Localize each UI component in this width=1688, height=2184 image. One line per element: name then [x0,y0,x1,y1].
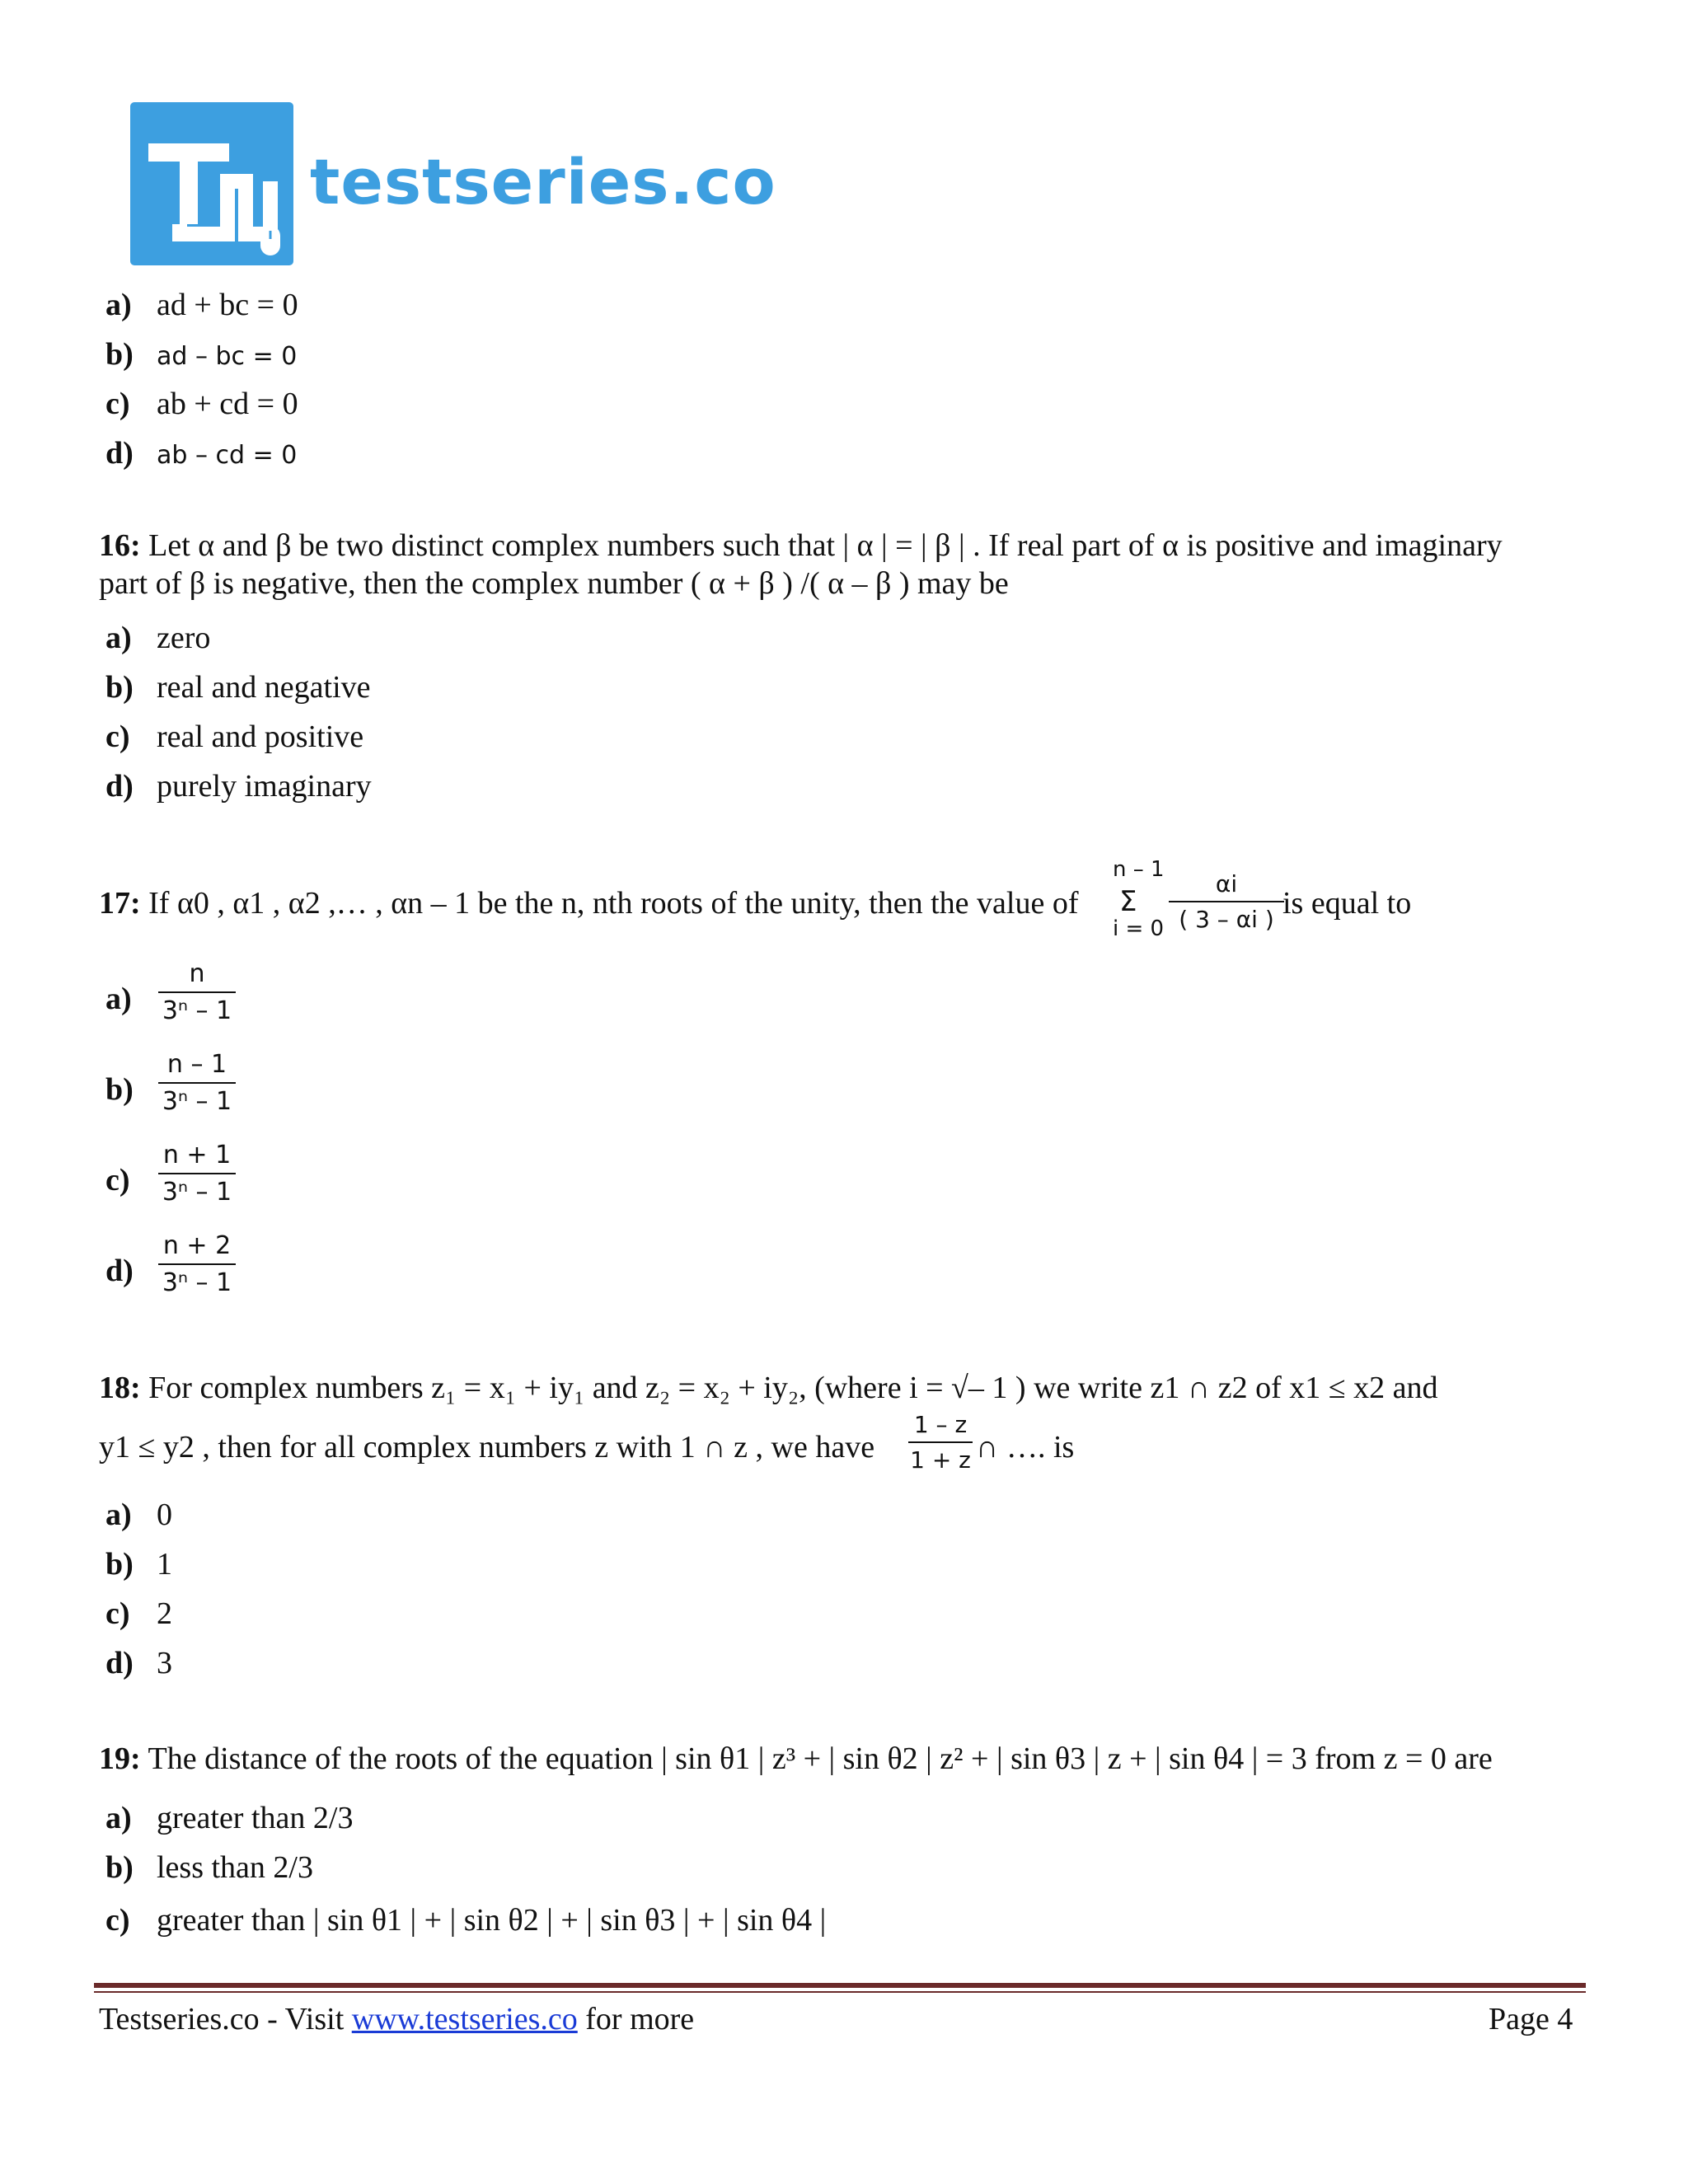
q16-line2: part of β is negative, then the complex number ( α + β ) /( α – β ) may be [99,566,1009,601]
q16-line1: 16: Let α and β be two distinct complex numbers such that | α | = | β | . If real part of α is positive and imaginary [99,528,1503,563]
q19-option-a: a) greater than 2/3 [106,1801,354,1835]
q17-summation: n – 1 Σ i = 0 $\frac{\alpha i}{( 3 - \alpha i )}$ [1113,857,1294,940]
q18-option-d: d) 3 [106,1646,172,1680]
q19-option-b: b) less than 2/3 [106,1850,313,1885]
q15-option-b: b) ad – bc = 0 [106,337,298,372]
q17-option-a-label: a) [106,982,132,1016]
footer-link[interactable]: www.testseries.co [351,2002,578,2036]
q19-line1: 19: The distance of the roots of the equation | sin θ1 | z³ + | sin θ2 | z² + | sin θ3 | z + | sin θ4 | = 3 from z = 0 are [99,1741,1493,1776]
q18-option-a: a) 0 [106,1497,172,1532]
page-number: Page 4 [1489,2002,1573,2036]
q18-option-c: c) 2 [106,1596,172,1631]
q17-option-c-label: c) [106,1163,130,1197]
q18-line1: 18: For complex numbers z₁ = x₁ + iy₁ and z₂ = x₂ + iy₂, (where i = √– 1 ) we write z1 ∩ z2 of x1 ≤ x2 and [99,1371,1438,1405]
q16-option-b: b) real and negative [106,670,371,705]
q16-option-a: a) zero [106,621,211,655]
q17-option-c: $\frac{n + 1}{\text{3ⁿ – 1}}$ [158,1141,236,1207]
q18-option-b: b) 1 [106,1547,172,1582]
q18-line2-after: ∩ …. is [976,1430,1075,1465]
q17-option-a: $\frac{n}{\text{3ⁿ – 1}}$ [158,959,236,1025]
q17-text-after: is equal to [1282,886,1412,921]
footer-left: Testseries.co - Visit www.testseries.co for more [99,2002,695,2036]
q16-option-d: d) purely imaginary [106,769,372,804]
q15-option-a: a) ad + bc = 0 [106,288,298,322]
testseries-logo-icon [130,102,293,265]
q17-option-d: $\frac{n + 2}{\text{3ⁿ – 1}}$ [158,1231,236,1297]
footer-rule-thin [94,1991,1586,1993]
logo-brand-text: testseries.co [310,145,776,218]
q17-option-b-label: b) [106,1072,134,1107]
q17-option-b: $\frac{n - 1}{\text{3ⁿ – 1}}$ [158,1050,236,1116]
q15-option-c: c) ab + cd = 0 [106,387,298,421]
q18-fraction: $\frac{1 - z}{1 + z}$ [908,1411,973,1474]
q17-text: 17: If α0 , α1 , α2 ,… , αn – 1 be the n, nth roots of the unity, then the value of [99,886,1079,921]
q16-option-c: c) real and positive [106,719,364,754]
q17-option-d-label: d) [106,1254,134,1288]
footer-rule-thick [94,1983,1586,1988]
q18-line2: y1 ≤ y2 , then for all complex numbers z with 1 ∩ z , we have [99,1430,875,1465]
q19-option-c: c) greater than | sin θ1 | + | sin θ2 | + | sin θ3 | + | sin θ4 | [106,1903,827,1938]
q15-option-d: d) ab – cd = 0 [106,436,298,471]
